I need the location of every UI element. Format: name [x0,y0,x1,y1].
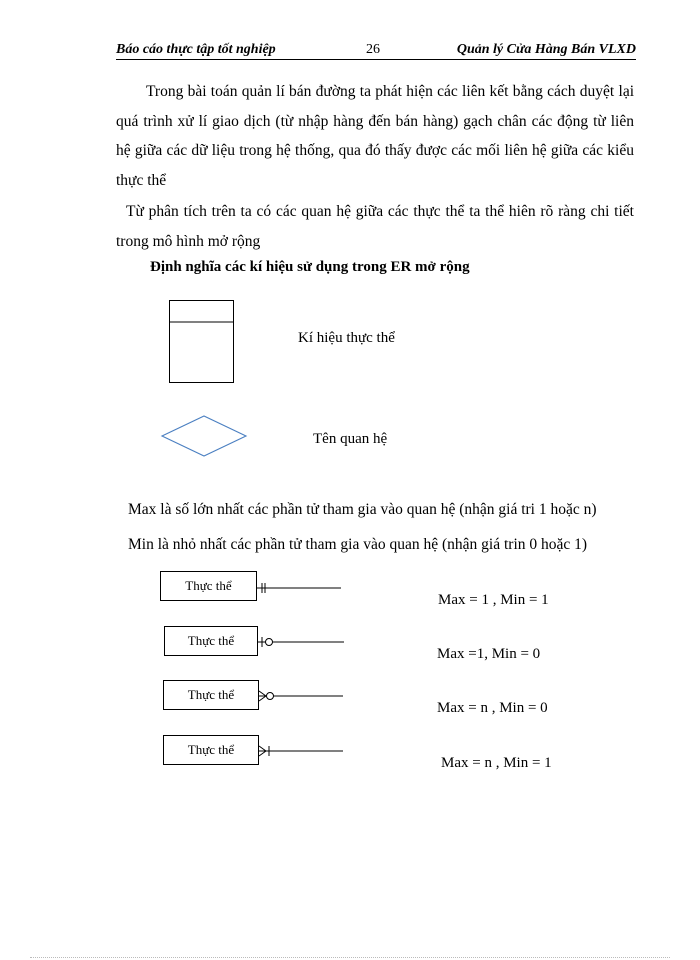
relationship-symbol-label: Tên quan hệ [313,431,388,447]
zero-or-one-line [258,635,346,649]
header-rule [116,59,636,60]
cardinality-entity-box: Thực thể [160,571,257,601]
entity-symbol [169,300,235,384]
header-project-title: Quản lý Cửa Hàng Bán VLXD [456,42,636,57]
relationship-diamond [160,414,248,458]
max-definition: Max là số lớn nhất các phần tử tham gia vào quan hệ (nhận giá tri 1 hoặc n) [128,501,597,518]
entity-symbol-label: Kí hiệu thực thể [298,330,395,346]
cardinality-label: Max =1, Min = 0 [437,646,541,662]
min-definition: Min là nhỏ nhất các phần tử tham gia vào quan hệ (nhận giá trin 0 hoặc 1) [128,536,588,553]
one-or-many-line [259,744,345,758]
cardinality-entity-box: Thực thể [163,735,259,765]
page-header [116,40,636,60]
paragraph-1: Trong bài toán quản lí bán đường ta phát hiện các liên kết bằng cách duyệt lại quá trình xử lí giao dịch (từ nhập hàng đến bán hàng) gạch chân các động từ liên hệ giữa các dữ liệu trong hệ thống, qua đó thấy được các mối liên hệ giữa các kiểu thực thể [116,83,634,189]
page-bottom-edge [30,957,670,958]
paragraph-2: Từ phân tích trên ta có các quan hệ giữa các thực thể ta thể hiên rõ ràng chi tiết trong mô hình mở rộng [116,203,634,250]
cardinality-label: Max = n , Min = 0 [437,700,548,716]
cardinality-entity-box: Thực thể [164,626,258,656]
zero-or-many-line [259,689,345,703]
one-and-only-one-line [257,581,343,595]
cardinality-entity-box: Thực thể [163,680,259,710]
cardinality-label: Max = n , Min = 1 [441,755,552,771]
page-number: 26 [366,42,380,57]
header-report-title: Báo cáo thực tập tốt nghiệp [116,42,276,57]
cardinality-label: Max = 1 , Min = 1 [438,592,549,608]
section-heading: Định nghĩa các kí hiệu sử dụng trong ER mở rộng [150,259,470,275]
